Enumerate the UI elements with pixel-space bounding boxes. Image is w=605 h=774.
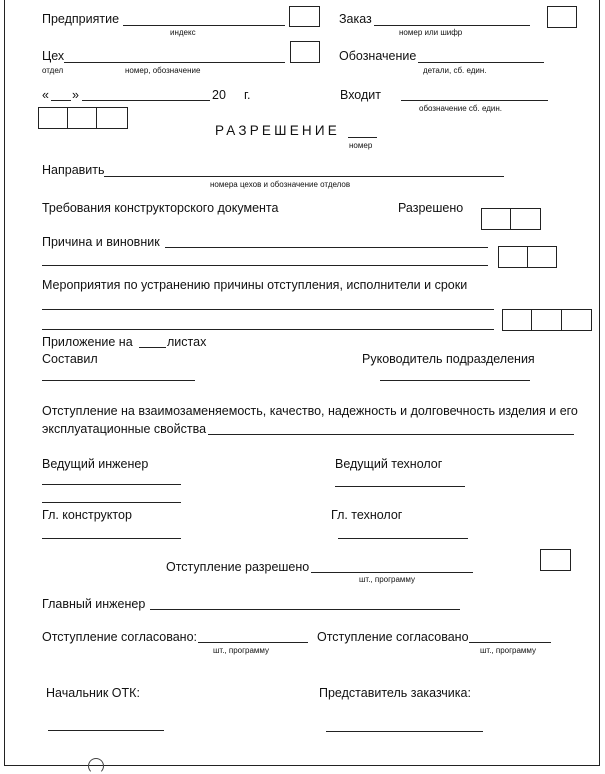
date-close-quote: » <box>72 88 79 102</box>
otk-label: Начальник ОТК: <box>46 686 140 700</box>
measures-boxes <box>502 309 592 331</box>
requirements-label: Требования конструкторского документа <box>42 201 279 215</box>
cause-line-2[interactable] <box>42 265 488 266</box>
order-label: Заказ <box>339 12 372 26</box>
permission-box[interactable] <box>540 549 571 571</box>
allowed-label: Разрешено <box>398 201 464 215</box>
permit-number-line[interactable] <box>348 137 377 138</box>
measures-box-3[interactable] <box>562 309 592 331</box>
cause-box-2[interactable] <box>528 246 557 268</box>
order-line[interactable] <box>374 25 530 26</box>
permission-label: Отступление разрешено <box>166 560 310 574</box>
date-open-quote: « <box>42 88 49 102</box>
lead-engineer-label: Ведущий инженер <box>42 457 149 471</box>
direct-sub: номера цехов и обозначение отделов <box>210 180 351 189</box>
otk-sign-line[interactable] <box>48 730 164 731</box>
direct-line[interactable] <box>104 176 504 177</box>
chief-technologist-line[interactable] <box>338 538 468 539</box>
agreed-right-line[interactable] <box>469 642 551 643</box>
agreed-right-label: Отступление согласовано <box>317 630 469 644</box>
order-sub: номер или шифр <box>399 28 463 37</box>
includes-sub: обозначение сб. един. <box>419 104 503 113</box>
stamp-arc-mark <box>88 758 104 774</box>
measures-box-2[interactable] <box>532 309 562 331</box>
chief-technologist-label: Гл. технолог <box>331 508 403 522</box>
chief-engineer-label: Главный инженер <box>42 597 146 611</box>
appendix-suffix: листах <box>167 335 207 349</box>
lead-technologist-label: Ведущий технолог <box>335 457 443 471</box>
allowed-boxes <box>481 208 541 230</box>
permit-number-sub: номер <box>349 141 373 150</box>
cause-boxes <box>498 246 557 268</box>
order-code-box[interactable] <box>547 6 577 28</box>
allowed-box-1[interactable] <box>481 208 511 230</box>
designation-line[interactable] <box>418 62 544 63</box>
chief-designer-line[interactable] <box>42 538 181 539</box>
agreed-left-label: Отступление согласовано: <box>42 630 197 644</box>
lead-engineer-line-2[interactable] <box>42 502 181 503</box>
agreed-right-sub: шт., программу <box>480 646 536 655</box>
permission-line[interactable] <box>311 572 473 573</box>
shop-sub-num: номер, обозначение <box>125 66 201 75</box>
allowed-box-2[interactable] <box>511 208 541 230</box>
year-suffix: г. <box>244 88 251 102</box>
includes-line[interactable] <box>401 100 548 101</box>
includes-label: Входит <box>340 88 381 102</box>
agreed-left-line[interactable] <box>198 642 308 643</box>
designation-label: Обозначение <box>339 49 417 63</box>
measures-box-1[interactable] <box>502 309 532 331</box>
year-prefix: 20 <box>212 88 226 102</box>
shop-line[interactable] <box>64 62 285 63</box>
measures-line-1[interactable] <box>42 309 494 310</box>
customer-sign-line[interactable] <box>326 731 483 732</box>
date-day-line[interactable] <box>51 100 71 101</box>
lead-technologist-line[interactable] <box>335 486 465 487</box>
cause-label: Причина и виновник <box>42 235 160 249</box>
chief-designer-label: Гл. конструктор <box>42 508 132 522</box>
enterprise-sub: индекс <box>170 28 196 37</box>
deviation-line1: Отступление на взаимозаменяемость, качество, надежность и долговечность изделия и его <box>42 404 578 418</box>
code-box-1[interactable] <box>38 107 68 129</box>
measures-line-2[interactable] <box>42 329 494 330</box>
shop-sub-dept: отдел <box>42 66 64 75</box>
code-box-2[interactable] <box>68 107 97 129</box>
chief-engineer-line[interactable] <box>150 609 460 610</box>
compiled-label: Составил <box>42 352 98 366</box>
permission-sub: шт., программу <box>359 575 415 584</box>
shop-code-box[interactable] <box>290 41 320 63</box>
head-label: Руководитель подразделения <box>362 352 535 366</box>
customer-label: Представитель заказчика: <box>319 686 471 700</box>
header-code-boxes <box>38 107 128 129</box>
compiled-sign-line[interactable] <box>42 380 195 381</box>
cause-line-1[interactable] <box>165 247 488 248</box>
deviation-line2: эксплуатационные свойства <box>42 422 207 436</box>
measures-label: Мероприятия по устранению причины отступления, исполнители и сроки <box>42 278 468 292</box>
enterprise-code-box[interactable] <box>289 6 320 27</box>
head-sign-line[interactable] <box>380 380 530 381</box>
enterprise-label: Предприятие <box>42 12 120 26</box>
enterprise-line[interactable] <box>123 25 285 26</box>
appendix-prefix: Приложение на <box>42 335 133 349</box>
deviation-line[interactable] <box>208 434 574 435</box>
agreed-left-sub: шт., программу <box>213 646 269 655</box>
direct-label: Направить <box>42 163 105 177</box>
cause-box-1[interactable] <box>498 246 528 268</box>
date-month-line[interactable] <box>82 100 210 101</box>
appendix-sheets-line[interactable] <box>139 347 166 348</box>
shop-label: Цех <box>42 49 65 63</box>
code-box-3[interactable] <box>97 107 128 129</box>
document-title: РАЗРЕШЕНИЕ <box>215 123 340 138</box>
lead-engineer-line-1[interactable] <box>42 484 181 485</box>
designation-sub: детали, сб. един. <box>423 66 487 75</box>
